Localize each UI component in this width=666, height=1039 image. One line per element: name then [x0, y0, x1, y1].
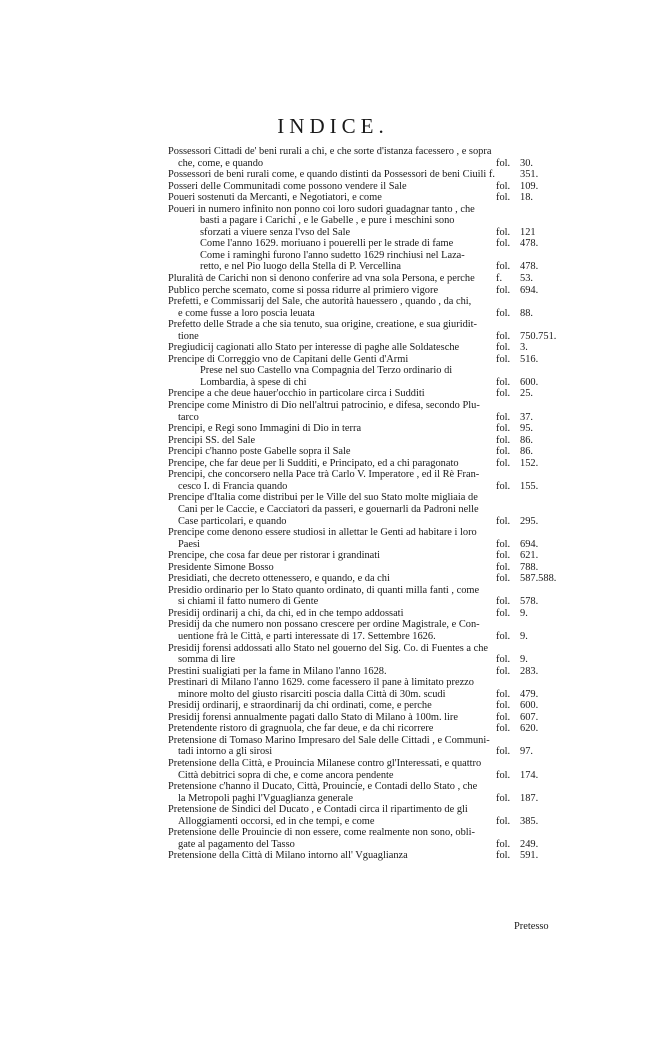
entry-folio-label: fol. [496, 550, 511, 562]
entry-folio-label: fol. [496, 446, 511, 458]
entry-folio-label: fol. [496, 157, 511, 169]
entry-folio-label: fol. [496, 480, 511, 492]
entry-page-number: 516. [520, 353, 539, 365]
index-entry [168, 238, 562, 250]
entry-page-number: 621. [520, 550, 539, 562]
index-entry [168, 354, 562, 366]
entry-text: Prencipe d'Italia come distribui per le Ville del suo Stato molte migliaia de [168, 492, 478, 504]
index-entry [168, 423, 562, 435]
index-entry [168, 550, 562, 562]
entry-page-number: 620. [520, 723, 539, 735]
index-entries [168, 146, 562, 862]
index-entry [168, 285, 562, 297]
entry-text: Alloggiamenti occorsi, ed in che tempi, e come [178, 815, 375, 827]
entry-text: Come l'anno 1629. moriuano i pouerelli per le strade di fame [200, 238, 454, 250]
entry-page-number: 187. [520, 792, 539, 804]
entry-page-number: 694. [520, 284, 539, 296]
index-entry [168, 654, 562, 666]
entry-text: Pregiudicij cagionati allo Stato per interesse di paghe alle Soldatesche [168, 342, 460, 354]
entry-text: Cani per le Caccie, e Cacciatori da passeri, e gouernarli da Padroni nelle [178, 503, 479, 515]
entry-page-number: 587.588. [520, 573, 557, 585]
index-entry [168, 273, 562, 285]
entry-page-number: 578. [520, 596, 539, 608]
entry-folio-label: fol. [496, 850, 511, 862]
index-entry [168, 388, 562, 400]
index-entry [168, 169, 562, 181]
entry-text: Prencipi SS. del Sale [168, 434, 256, 446]
entry-text: Prencipe, che cosa far deue per ristorar i grandinati [168, 550, 381, 562]
entry-folio-label: fol. [496, 665, 511, 677]
entry-text: Prestinari di Milano l'anno 1629. come facessero il pane à limitato prezzo [168, 677, 474, 689]
index-entry [168, 827, 562, 839]
entry-text: Presidij forensi annualmente pagati dallo Stato di Milano à 100m. lire [168, 711, 459, 723]
entry-page-number: 97. [520, 746, 533, 758]
entry-page-number: 607. [520, 711, 539, 723]
index-entry [168, 342, 562, 354]
entry-page-number: 53. [520, 273, 533, 285]
index-entry [168, 619, 562, 631]
entry-folio-label: fol. [496, 688, 511, 700]
entry-text: Possessori Cittadi de' beni rurali a chi, e che sorte d'istanza facessero , e sopra [168, 146, 492, 157]
entry-text: Case particolari, e quando [178, 515, 287, 527]
entry-text: Presidiati, che decreto ottenessero, e quando, e da chi [168, 573, 390, 585]
entry-page-number: 155. [520, 480, 539, 492]
entry-folio-label: fol. [496, 573, 511, 585]
entry-page-number: 109. [520, 180, 539, 192]
entry-folio-label: fol. [496, 538, 511, 550]
entry-folio-label: fol. [496, 388, 511, 400]
entry-folio-label: fol. [496, 376, 511, 388]
entry-text: Presidij forensi addossati allo Stato nel gouerno del Sig. Co. di Fuentes a che [168, 642, 489, 654]
entry-text: Poueri sostenuti da Mercanti, e Negotiatori, e come [168, 192, 382, 204]
entry-folio-label: fol. [496, 434, 511, 446]
entry-page-number: 591. [520, 850, 539, 862]
entry-text: e come fusse a loro poscia leuata [178, 307, 315, 319]
entry-text: Presidente Simone Bosso [168, 561, 274, 573]
entry-folio-label: fol. [496, 700, 511, 712]
entry-text: Prestini sualigiati per la fame in Milano l'anno 1628. [168, 665, 387, 677]
index-entry [168, 539, 562, 551]
index-entry [168, 412, 562, 424]
entry-page-number: 18. [520, 192, 533, 204]
index-entry [168, 296, 562, 308]
entry-text: basti a pagare i Carichi , e le Gabelle , e pure i meschini sono [200, 215, 455, 227]
entry-folio-label: fol. [496, 192, 511, 204]
entry-folio-label: fol. [496, 607, 511, 619]
entry-text: si chiami il fatto numero di Gente [178, 596, 319, 608]
index-entry [168, 365, 562, 377]
entry-text: Prefetti, e Commissarij del Sale, che autorità hauessero , quando , da chi, [168, 296, 472, 308]
entry-text: Pretensione delle Prouincie di non essere, come realmente non sono, obli- [168, 827, 476, 839]
entry-text: gate al pagamento del Tasso [178, 838, 295, 850]
entry-text: Possessori de beni rurali come, e quando distinti da Possessori de beni Ciuili f. [168, 169, 495, 181]
entry-page-number: 600. [520, 700, 539, 712]
entry-folio-label: fol. [496, 769, 511, 781]
entry-text: Prencipi c'hanno poste Gabelle sopra il Sale [168, 446, 351, 458]
index-entry [168, 712, 562, 724]
entry-text: Prencipe a che deue hauer'occhio in particolare circa i Sudditi [168, 388, 425, 400]
index-entry [168, 458, 562, 470]
entry-text: tione [178, 330, 199, 342]
entry-text: Prencipi, che concorsero nella Pace trà Carlo V. Imperatore , ed il Rè Fran- [168, 469, 480, 481]
index-entry [168, 723, 562, 735]
index-entry [168, 793, 562, 805]
entry-folio-label: fol. [496, 226, 511, 238]
entry-text: minore molto del giusto risarciti poscia dalla Città di 30m. scudi [178, 688, 446, 700]
index-entry [168, 215, 562, 227]
entry-folio-label: f. [496, 273, 503, 285]
entry-folio-label: fol. [496, 654, 511, 666]
entry-folio-label: fol. [496, 330, 511, 342]
index-entry [168, 400, 562, 412]
entry-page-number: 25. [520, 388, 533, 400]
entry-page-number: 9. [520, 654, 528, 666]
entry-text: uentione frà le Città, e parti interessate di 17. Settembre 1626. [178, 630, 436, 642]
entry-text: Prese nel suo Castello vna Compagnia del Terzo ordinario di [200, 365, 453, 377]
entry-page-number: 121 [520, 226, 536, 238]
entry-page-number: 385. [520, 815, 539, 827]
index-entry [168, 204, 562, 216]
entry-folio-label: fol. [496, 515, 511, 527]
index-entry [168, 181, 562, 193]
entry-text: Publico perche scemato, come si possa ridurre al primiero vigore [168, 284, 439, 296]
entry-folio-label: fol. [496, 746, 511, 758]
index-entry [168, 573, 562, 585]
entry-page-number: 478. [520, 261, 539, 273]
index-entry [168, 770, 562, 782]
entry-text: Prefetto delle Strade a che sia tenuto, sua origine, creatione, e sua giuridit- [168, 319, 478, 331]
index-entry [168, 481, 562, 493]
index-entry [168, 227, 562, 239]
entry-text: sforzati a viuere senza l'vso del Sale [200, 226, 351, 238]
index-entry [168, 666, 562, 678]
entry-text: somma di lire [178, 654, 236, 666]
entry-page-number: 3. [520, 342, 528, 354]
entry-text: Posseri delle Communitadi come possono vendere il Sale [168, 180, 407, 192]
entry-text: Pretensione della Città di Milano intorno all' Vguaglianza [168, 850, 408, 862]
entry-text: Città debitrici sopra di che, e come ancora pendente [178, 769, 394, 781]
entry-page-number: 478. [520, 238, 539, 250]
entry-text: Pretensione de Sindici del Ducato , e Contadi circa il ripartimento de gli [168, 804, 468, 816]
entry-page-number: 351. [520, 169, 539, 181]
entry-text: Prencipe come denono essere studiosi in allettar le Genti ad habitare i loro [168, 527, 477, 539]
entry-folio-label: fol. [496, 630, 511, 642]
entry-folio-label: fol. [496, 261, 511, 273]
entry-folio-label: fol. [496, 711, 511, 723]
index-entry [168, 469, 562, 481]
entry-page-number: 174. [520, 769, 539, 781]
index-entry [168, 781, 562, 793]
entry-text: la Metropoli paghi l'Vguaglianza generale [178, 792, 353, 804]
entry-text: tarco [178, 411, 199, 423]
entry-text: Prencipe di Correggio vno de Capitani delle Genti d'Armi [168, 353, 409, 365]
entry-folio-label: fol. [496, 457, 511, 469]
index-entry [168, 516, 562, 528]
entry-page-number: 86. [520, 434, 533, 446]
index-entry [168, 331, 562, 343]
entry-page-number: 88. [520, 307, 533, 319]
entry-folio-label: fol. [496, 792, 511, 804]
index-entry [168, 261, 562, 273]
entry-folio-label: fol. [496, 411, 511, 423]
entry-folio-label: fol. [496, 238, 511, 250]
entry-text: Presidij ordinarij a chi, da chi, ed in che tempo addossati [168, 607, 404, 619]
index-entry [168, 631, 562, 643]
entry-folio-label: fol. [496, 723, 511, 735]
index-entry [168, 689, 562, 701]
entry-page-number: 249. [520, 838, 539, 850]
index-entry [168, 446, 562, 458]
entry-text: Presidij ordinarij, e straordinarij da chi ordinati, come, e perche [168, 700, 432, 712]
entry-folio-label: fol. [496, 561, 511, 573]
index-entry [168, 585, 562, 597]
index-entry [168, 435, 562, 447]
index-entry [168, 250, 562, 262]
index-entry [168, 562, 562, 574]
entry-page-number: 694. [520, 538, 539, 550]
entry-page-number: 30. [520, 157, 533, 169]
entry-folio-label: fol. [496, 307, 511, 319]
entry-page-number: 750.751. [520, 330, 557, 342]
index-entry [168, 804, 562, 816]
entry-page-number: 788. [520, 561, 539, 573]
index-entry [168, 596, 562, 608]
entry-page-number: 37. [520, 411, 533, 423]
entry-text: cesco I. di Francia quando [178, 480, 288, 492]
entry-page-number: 283. [520, 665, 539, 677]
index-entry [168, 527, 562, 539]
index-entry [168, 308, 562, 320]
entry-text: Pretensione della Città, e Prouincia Milanese contro gl'Interessati, e quattro [168, 757, 482, 769]
entry-folio-label: fol. [496, 353, 511, 365]
entry-text: Presidio ordinario per lo Stato quanto ordinato, di quanti milla fanti , come [168, 584, 480, 596]
entry-page-number: 479. [520, 688, 539, 700]
entry-text: Prencipe come Ministro di Dio nell'altrui patrocinio, e difesa, secondo Plu- [168, 400, 480, 412]
index-entry [168, 192, 562, 204]
index-entry [168, 677, 562, 689]
entry-page-number: 95. [520, 423, 533, 435]
entry-text: Presidij da che numero non possano crescere per ordine Magistrale, e Con- [168, 619, 480, 631]
entry-text: Prencipe, che far deue per li Sudditi, e Principato, ed a chi paragonato [168, 457, 459, 469]
index-entry [168, 850, 562, 862]
index-entry [168, 746, 562, 758]
index-entry [168, 158, 562, 170]
index-entry [168, 608, 562, 620]
entry-text: che, come, e quando [178, 157, 264, 169]
entry-page-number: 152. [520, 457, 539, 469]
entry-page-number: 295. [520, 515, 539, 527]
entry-text: Pluralità de Carichi non si denono conferire ad vna sola Persona, e perche [168, 273, 475, 285]
entry-folio-label: fol. [496, 838, 511, 850]
entry-text: Pretendente ristoro di gragnuola, che far deue, e da chi ricorrere [168, 723, 434, 735]
index-entry [168, 735, 562, 747]
entry-folio-label: fol. [496, 596, 511, 608]
entry-folio-label: fol. [496, 284, 511, 296]
entry-text: Lombardia, à spese di chi [200, 376, 307, 388]
index-entry [168, 319, 562, 331]
index-title: INDICE. [277, 114, 389, 138]
entry-text: tadi intorno a gli sirosi [178, 746, 273, 758]
index-entry [168, 758, 562, 770]
entry-text: Pretensione c'hanno il Ducato, Città, Prouincie, e Contadi dello Stato , che [168, 781, 478, 793]
entry-page-number: 9. [520, 630, 528, 642]
entry-text: Paesi [178, 538, 200, 550]
entry-text: Prencipi, e Regi sono Immagini di Dio in terra [168, 423, 362, 435]
entry-text: Pretensione di Tomaso Marino Impresaro del Sale delle Cittadi , e Communi- [168, 734, 490, 746]
index-entry [168, 700, 562, 712]
entry-page-number: 86. [520, 446, 533, 458]
index-entry [168, 377, 562, 389]
entry-folio-label: fol. [496, 342, 511, 354]
entry-text: Poueri in numero infinito non ponno coi loro sudori guadagnar tanto , che [168, 203, 475, 215]
entry-page-number: 600. [520, 376, 539, 388]
entry-folio-label: fol. [496, 180, 511, 192]
index-entry [168, 146, 562, 158]
catchword: Pretesso [514, 921, 549, 932]
index-entry [168, 492, 562, 504]
index-entry [168, 504, 562, 516]
index-entry [168, 643, 562, 655]
index-entry [168, 839, 562, 851]
entry-text: retto, e nel Pio luogo della Stella di P. Vercellina [200, 261, 401, 273]
entry-text: Come i raminghi furono l'anno sudetto 1629 rinchiusi nel Laza- [200, 249, 465, 261]
entry-page-number: 9. [520, 607, 528, 619]
entry-folio-label: fol. [496, 815, 511, 827]
entry-folio-label: fol. [496, 423, 511, 435]
index-entry [168, 816, 562, 828]
